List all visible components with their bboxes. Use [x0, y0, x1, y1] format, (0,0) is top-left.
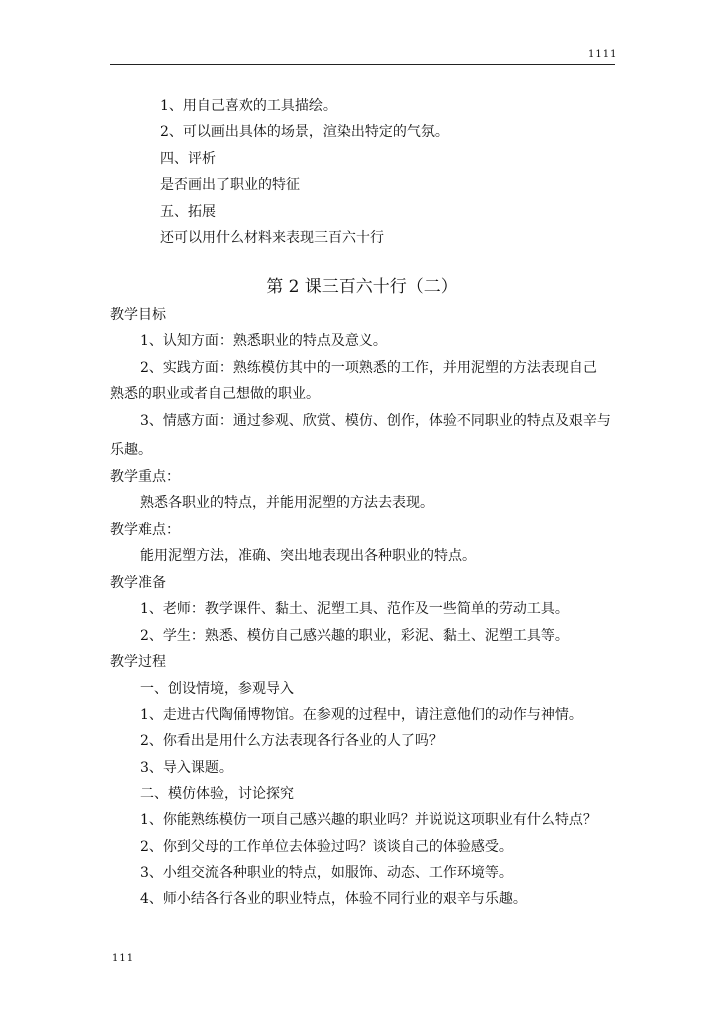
intro-line: 四、评析 [160, 151, 216, 167]
intro-line: 是否画出了职业的特征 [160, 177, 300, 193]
body-line: 3、导入课题。 [140, 760, 233, 776]
header-page-number: 1111 [588, 49, 618, 60]
body-line: 能用泥塑方法，准确、突出地表现出各种职业的特点。 [140, 548, 476, 564]
footer-page-number: 111 [112, 953, 135, 964]
body-line: 2、实践方面：熟练模仿其中的一项熟悉的工作，并用泥塑的方法表现自己 [140, 360, 597, 376]
body-line: 熟悉各职业的特点，并能用泥塑的方法去表现。 [140, 495, 434, 511]
body-line: 熟悉的职业或者自己想做的职业。 [110, 386, 320, 402]
intro-line: 五、拓展 [160, 204, 216, 220]
header-rule [110, 64, 615, 65]
intro-line: 2、可以画出具体的场景，渲染出特定的气氛。 [160, 124, 449, 140]
body-line: 2、你看出是用什么方法表现各行各业的人了吗？ [140, 733, 443, 749]
body-line: 乐趣。 [110, 442, 152, 458]
section-heading: 教学准备 [110, 575, 166, 591]
intro-line: 还可以用什么材料来表现三百六十行 [160, 230, 384, 246]
section-heading: 教学重点： [110, 469, 180, 485]
intro-line: 1、用自己喜欢的工具描绘。 [160, 98, 337, 114]
body-line: 3、小组交流各种职业的特点，如服饰、动态、工作环境等。 [140, 865, 513, 881]
body-line: 3、情感方面：通过参观、欣赏、模仿、创作，体验不同职业的特点及艰辛与 [140, 413, 611, 429]
lesson-title: 第 2 课三百六十行（二） [266, 277, 458, 297]
body-line: 2、你到父母的工作单位去体验过吗？谈谈自己的体验感受。 [140, 839, 513, 855]
body-line: 1、认知方面：熟悉职业的特点及意义。 [140, 333, 387, 349]
section-heading: 教学目标 [110, 307, 166, 323]
section-heading: 教学过程 [110, 654, 166, 670]
section-heading: 教学难点： [110, 522, 180, 538]
body-line: 2、学生：熟悉、模仿自己感兴趣的职业，彩泥、黏土、泥塑工具等。 [140, 628, 569, 644]
body-line: 4、师小结各行各业的职业特点，体验不同行业的艰辛与乐趣。 [140, 891, 527, 907]
body-line: 1、你能熟练模仿一项自己感兴趣的职业吗？并说说这项职业有什么特点？ [140, 812, 597, 828]
body-line: 一、创设情境，参观导入 [140, 681, 294, 697]
body-line: 二、模仿体验，讨论探究 [140, 786, 294, 802]
body-line: 1、走进古代陶俑博物馆。在参观的过程中，请注意他们的动作与神情。 [140, 707, 583, 723]
body-line: 1、老师：教学课件、黏土、泥塑工具、范作及一些简单的劳动工具。 [140, 601, 569, 617]
